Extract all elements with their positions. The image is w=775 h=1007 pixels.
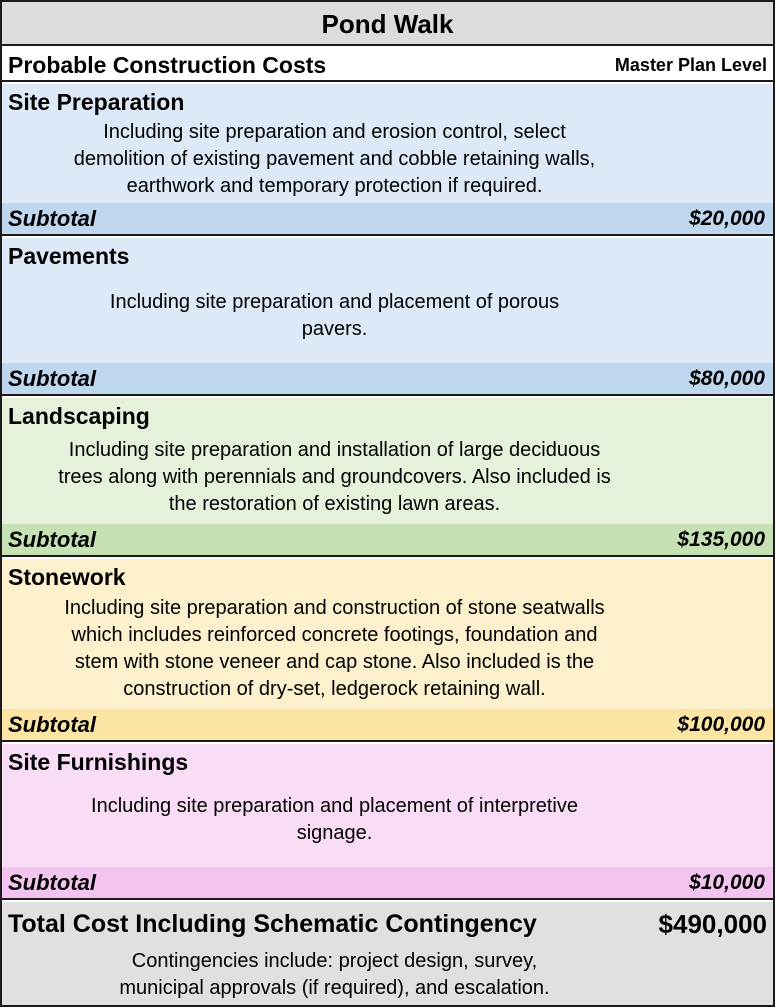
subtotal-label: Subtotal [8, 206, 96, 231]
subtotal-row [2, 363, 773, 394]
description-line: construction of dry-set, ledgerock retaining wall. [123, 678, 546, 700]
total-section [2, 902, 773, 1005]
subtotal-amount: $100,000 [677, 713, 765, 736]
section-description [2, 793, 667, 847]
description-line: earthwork and temporary protection if required. [126, 175, 543, 197]
subtotal-label: Subtotal [8, 366, 96, 391]
description-line: municipal approvals (if required), and escalation. [119, 977, 550, 999]
description-line: Including site preparation and placement of porous [109, 291, 560, 313]
description-line: signage. [296, 822, 373, 844]
header-right: Master Plan Level [614, 55, 767, 75]
section-name: Landscaping [8, 403, 150, 429]
total-label: Total Cost Including Schematic Contingency [8, 910, 537, 938]
section-description [2, 595, 667, 703]
subtotal-amount: $20,000 [689, 207, 765, 230]
subtotal-row [2, 203, 773, 234]
description-line: demolition of existing pavement and cobble retaining walls, [73, 148, 596, 170]
subtotal-row [2, 709, 773, 740]
section-description [2, 119, 667, 200]
description-line: trees along with perennials and groundcovers. Also included is [58, 466, 611, 488]
section-name: Pavements [8, 243, 130, 269]
subtotal-label: Subtotal [8, 870, 96, 895]
description-line: Including site preparation and placement of interpretive [91, 795, 578, 817]
section-landscaping [2, 398, 773, 557]
section-stonework [2, 559, 773, 742]
section-name: Site Preparation [8, 89, 185, 115]
section-description [2, 437, 667, 518]
subtotal-label: Subtotal [8, 712, 96, 737]
section-pavements [2, 238, 773, 396]
table-header [2, 48, 773, 82]
section-description [2, 289, 667, 343]
section-site-preparation [2, 84, 773, 236]
subtotal-amount: $80,000 [689, 367, 765, 390]
subtotal-label: Subtotal [8, 527, 96, 552]
section-site-furnishings [2, 744, 773, 900]
total-amount: $490,000 [658, 909, 767, 939]
section-name: Stonework [8, 564, 126, 590]
subtotal-row [2, 867, 773, 898]
page-title: Pond Walk [2, 2, 773, 46]
header-left: Probable Construction Costs [8, 52, 327, 78]
subtotal-row [2, 524, 773, 555]
description-line: Including site preparation and installation of large deciduous [68, 439, 601, 461]
description-line: Including site preparation and construction of stone seatwalls [64, 597, 605, 619]
subtotal-amount: $10,000 [689, 871, 765, 894]
description-line: the restoration of existing lawn areas. [168, 493, 501, 515]
section-name: Site Furnishings [8, 749, 189, 775]
subtotal-amount: $135,000 [677, 528, 765, 551]
description-line: pavers. [301, 318, 368, 340]
description-line: Contingencies include: project design, survey, [131, 950, 538, 972]
description-line: which includes reinforced concrete footings, foundation and [71, 624, 598, 646]
description-line: Including site preparation and erosion control, select [103, 121, 566, 143]
description-line: stem with stone veneer and cap stone. Also included is the [74, 651, 595, 673]
total-description [2, 948, 667, 1002]
